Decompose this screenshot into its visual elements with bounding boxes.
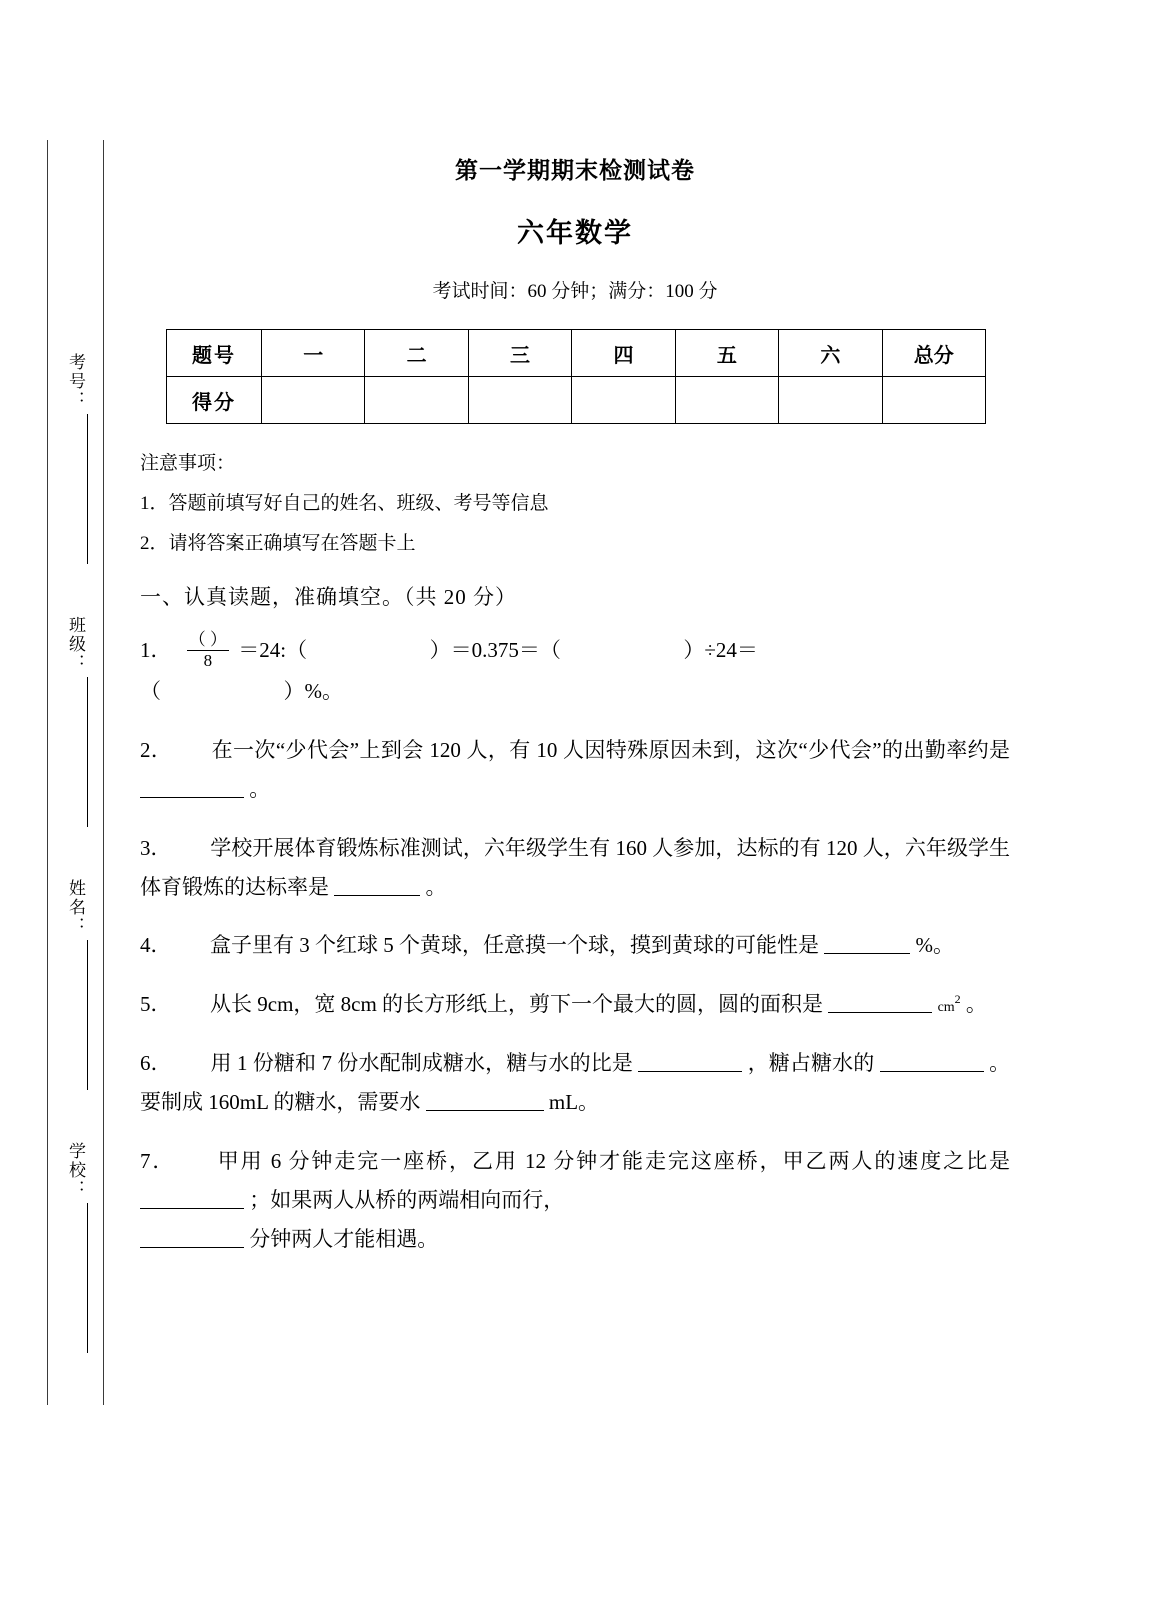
seal-field-exam-number bbox=[63, 353, 88, 564]
question-6 bbox=[140, 1044, 1010, 1122]
seal-field-rule bbox=[86, 1203, 88, 1353]
seal-field-class bbox=[63, 616, 88, 827]
notice-title: 注意事项： bbox=[140, 453, 236, 474]
question-2 bbox=[140, 731, 1010, 809]
unit-label: cm bbox=[937, 1000, 955, 1016]
answer-blank[interactable] bbox=[140, 1187, 244, 1209]
answer-blank[interactable] bbox=[334, 874, 420, 896]
question-text: 。 bbox=[965, 992, 987, 1017]
notice-item-1: 1．答题前填写好自己的姓名、班级、考号等信息 bbox=[140, 493, 549, 514]
score-table-col-3: 三 bbox=[468, 330, 571, 377]
table-row bbox=[167, 330, 986, 377]
seal-line-fields bbox=[47, 140, 104, 1405]
seal-field-label: 考号： bbox=[66, 353, 85, 410]
unit-exponent: 2 bbox=[954, 992, 961, 1007]
question-text: 用 1 份糖和 7 份水配制成糖水，糖与水的比是 bbox=[210, 1051, 633, 1076]
question-text: mL。 bbox=[548, 1089, 600, 1114]
score-table-col-1: 一 bbox=[262, 330, 365, 377]
score-table-row-label: 题号 bbox=[167, 330, 262, 377]
question-text: 从长 9cm，宽 8cm 的长方形纸上，剪下一个最大的圆，圆的面积是 bbox=[210, 992, 824, 1017]
fraction-numerator: （ ） bbox=[188, 630, 227, 650]
fraction bbox=[187, 630, 229, 670]
score-table-col-total: 总分 bbox=[882, 330, 985, 377]
question-text: ；如果两人从桥的两端相向而行， bbox=[249, 1187, 565, 1212]
answer-blank[interactable] bbox=[824, 932, 910, 954]
answer-blank[interactable] bbox=[828, 991, 932, 1013]
subject-title: 六年数学 bbox=[517, 218, 633, 248]
score-table-col-2: 二 bbox=[365, 330, 468, 377]
seal-field-label: 班级： bbox=[66, 616, 85, 673]
question-text: %。 bbox=[915, 933, 954, 958]
score-table-col-5: 五 bbox=[675, 330, 778, 377]
question-text: （ bbox=[140, 679, 161, 704]
question-text: 。 bbox=[425, 874, 447, 899]
question-text: 学校开展体育锻炼标准测试，六年级学生有 160 人参加，达标的有 120 人，六年级学生体育锻炼的达标率是 bbox=[140, 835, 1011, 899]
question-text: 。要制成 160mL 的糖水，需要水 bbox=[140, 1051, 1011, 1114]
score-table-col-4: 四 bbox=[572, 330, 675, 377]
score-cell[interactable] bbox=[572, 377, 675, 424]
question-number: 4． bbox=[140, 933, 172, 958]
score-table-row-label: 得分 bbox=[167, 377, 262, 424]
question-number: 6． bbox=[140, 1051, 172, 1076]
seal-field-rule bbox=[86, 414, 88, 564]
question-5 bbox=[140, 985, 1010, 1024]
seal-field-rule bbox=[86, 940, 88, 1090]
question-text: 分钟两人才能相遇。 bbox=[249, 1226, 439, 1251]
score-table bbox=[166, 329, 986, 424]
question-text: ）＝0.375＝（ bbox=[429, 638, 561, 662]
exam-paper bbox=[140, 140, 1010, 1258]
question-text: ，糖占糖水的 bbox=[747, 1051, 875, 1076]
question-number: 1． bbox=[140, 638, 172, 662]
section-title-1: 一、认真读题，准确填空。（共 20 分） bbox=[140, 585, 517, 609]
question-text: ）%。 bbox=[283, 679, 343, 704]
score-cell[interactable] bbox=[779, 377, 882, 424]
question-text: ＝24:（ bbox=[238, 638, 308, 662]
score-cell[interactable] bbox=[882, 377, 985, 424]
answer-blank[interactable] bbox=[880, 1050, 984, 1072]
score-cell[interactable] bbox=[262, 377, 365, 424]
question-7 bbox=[140, 1142, 1010, 1259]
question-3 bbox=[140, 829, 1010, 907]
answer-blank[interactable] bbox=[140, 1226, 244, 1248]
fraction-denominator: 8 bbox=[203, 650, 213, 670]
answer-blank[interactable] bbox=[638, 1050, 742, 1072]
question-1 bbox=[140, 631, 1010, 711]
question-text: 甲用 6 分钟走完一座桥，乙用 12 分钟才能走完这座桥，甲乙两人的速度之比是 bbox=[217, 1148, 1011, 1173]
page-title: 第一学期期末检测试卷 bbox=[455, 158, 695, 183]
question-text: 。 bbox=[249, 776, 271, 801]
exam-meta: 考试时间：60 分钟；满分：100 分 bbox=[432, 281, 718, 302]
answer-blank[interactable] bbox=[426, 1089, 544, 1111]
question-text: 在一次“少代会”上到会 120 人，有 10 人因特殊原因未到，这次“少代会”的出勤率约是 bbox=[211, 738, 1011, 763]
seal-field-name bbox=[63, 879, 88, 1090]
score-cell[interactable] bbox=[675, 377, 778, 424]
seal-field-school bbox=[63, 1142, 88, 1353]
answer-blank[interactable] bbox=[140, 776, 244, 798]
score-cell[interactable] bbox=[365, 377, 468, 424]
seal-field-rule bbox=[86, 677, 88, 827]
question-number: 7． bbox=[140, 1148, 176, 1173]
seal-field-label: 姓名： bbox=[66, 879, 85, 936]
question-text: ）÷24＝ bbox=[683, 638, 758, 662]
notice-item-2: 2．请将答案正确填写在答题卡上 bbox=[140, 533, 416, 554]
question-number: 2． bbox=[140, 738, 173, 763]
table-row bbox=[167, 377, 986, 424]
question-number: 5． bbox=[140, 992, 172, 1017]
score-table-col-6: 六 bbox=[779, 330, 882, 377]
question-number: 3． bbox=[140, 835, 172, 860]
seal-field-label: 学校： bbox=[66, 1142, 85, 1199]
question-4 bbox=[140, 926, 1010, 965]
score-cell[interactable] bbox=[468, 377, 571, 424]
question-text: 盒子里有 3 个红球 5 个黄球，任意摸一个球，摸到黄球的可能性是 bbox=[210, 933, 819, 958]
